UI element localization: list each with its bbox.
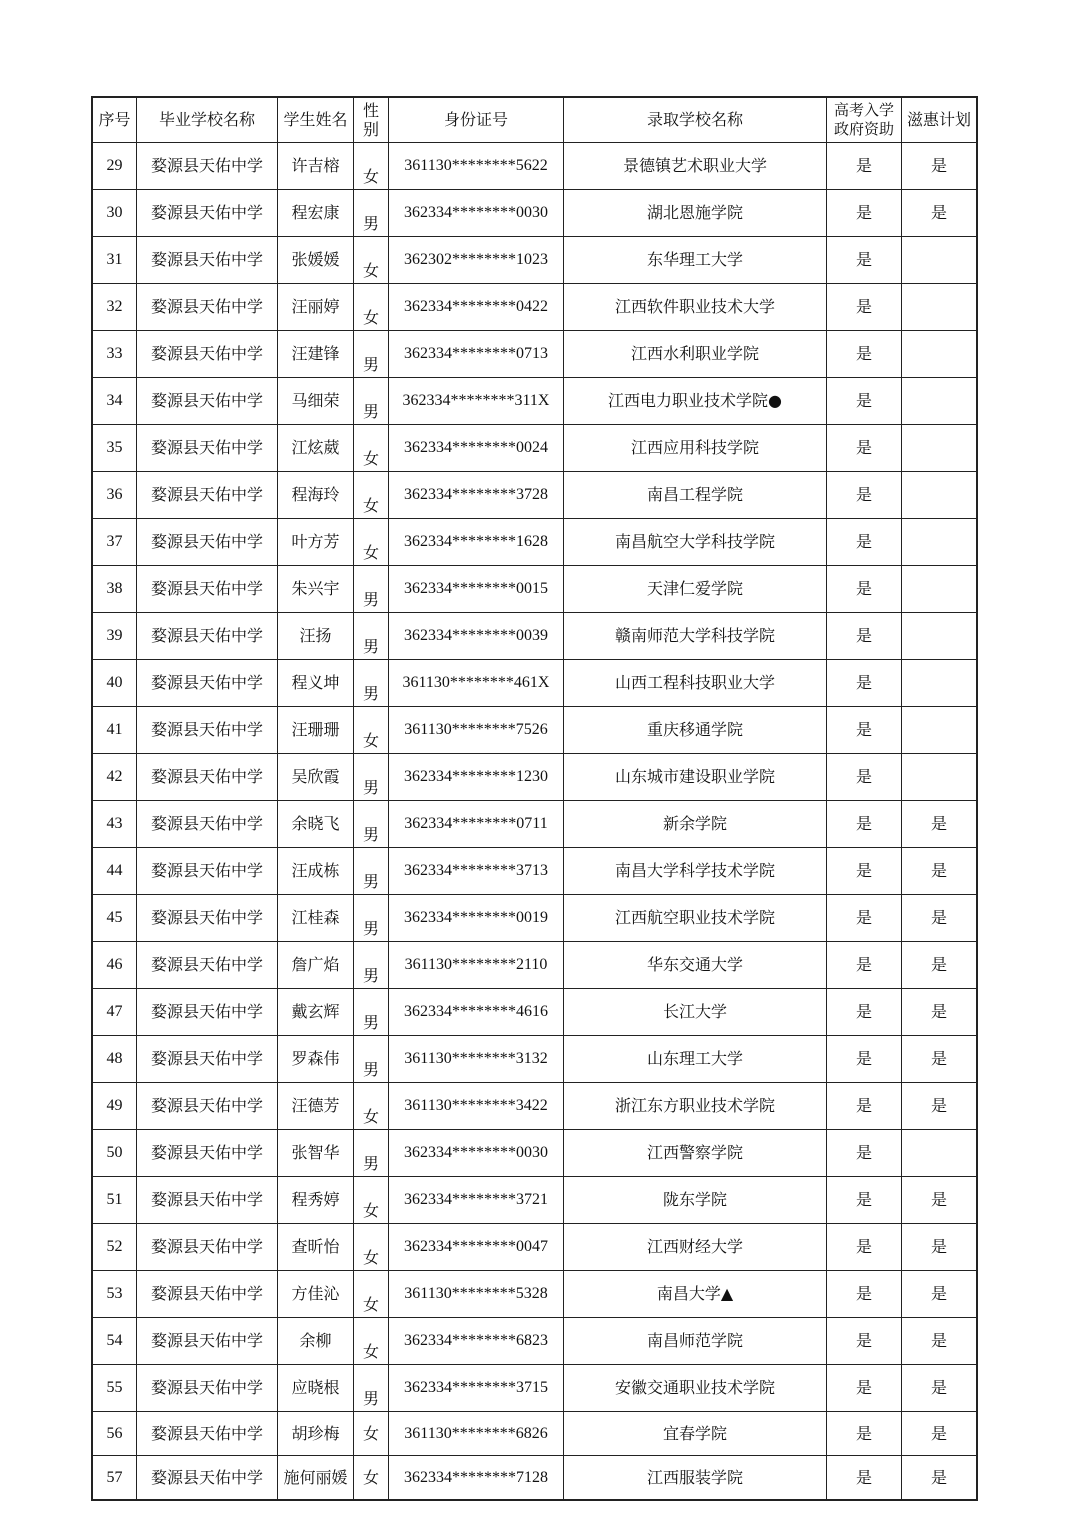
cell-id: 362334********0039: [389, 613, 564, 660]
cell-id: 362334********6823: [389, 1318, 564, 1365]
table-row: [93, 143, 977, 190]
cell-plan: [902, 519, 977, 566]
table-row: [93, 613, 977, 660]
cell-id: 362334********3728: [389, 472, 564, 519]
cell-plan: [902, 1130, 977, 1177]
cell-plan: [902, 237, 977, 284]
cell-school: 婺源县天佑中学: [137, 1365, 278, 1412]
cell-name: 詹广焰: [278, 942, 354, 989]
cell-seq: 47: [93, 989, 137, 1036]
header-aid-bottom: 政府资助: [833, 120, 894, 138]
cell-gender: 男: [354, 613, 389, 660]
cell-school: 婺源县天佑中学: [137, 472, 278, 519]
cell-aid: 是: [827, 707, 902, 754]
header-aid: [827, 98, 902, 143]
cell-seq: 32: [93, 284, 137, 331]
cell-name: 程秀婷: [278, 1177, 354, 1224]
cell-aid: 是: [827, 378, 902, 425]
cell-school: 婺源县天佑中学: [137, 1224, 278, 1271]
cell-school: 婺源县天佑中学: [137, 1456, 278, 1500]
cell-admit: 山东城市建设职业学院: [564, 754, 827, 801]
cell-plan: [902, 566, 977, 613]
cell-gender: 男: [354, 190, 389, 237]
cell-school: 婺源县天佑中学: [137, 1036, 278, 1083]
cell-school: 婺源县天佑中学: [137, 660, 278, 707]
cell-seq: 56: [93, 1412, 137, 1456]
table-row: [93, 566, 977, 613]
header-seq: 序号: [93, 98, 137, 143]
cell-seq: 43: [93, 801, 137, 848]
cell-gender: 女: [354, 472, 389, 519]
cell-school: 婺源县天佑中学: [137, 1177, 278, 1224]
table-row: [93, 472, 977, 519]
cell-aid: 是: [827, 848, 902, 895]
cell-plan: [902, 284, 977, 331]
cell-admit: 浙江东方职业技术学院: [564, 1083, 827, 1130]
cell-school: 婺源县天佑中学: [137, 707, 278, 754]
cell-admit: 新余学院: [564, 801, 827, 848]
cell-admit: 江西软件职业技术大学: [564, 284, 827, 331]
cell-seq: 35: [93, 425, 137, 472]
table-row: [93, 660, 977, 707]
cell-gender: 男: [354, 848, 389, 895]
table-row: [93, 848, 977, 895]
cell-seq: 33: [93, 331, 137, 378]
cell-id: 361130********461X: [389, 660, 564, 707]
cell-admit: 江西应用科技学院: [564, 425, 827, 472]
cell-school: 婺源县天佑中学: [137, 331, 278, 378]
table-row: [93, 1083, 977, 1130]
header-id: 身份证号: [389, 98, 564, 143]
cell-id: 362302********1023: [389, 237, 564, 284]
cell-school: 婺源县天佑中学: [137, 754, 278, 801]
cell-aid: 是: [827, 660, 902, 707]
cell-admit: 南昌大学▲: [564, 1271, 827, 1318]
cell-aid: 是: [827, 1083, 902, 1130]
cell-gender: 女: [354, 1177, 389, 1224]
cell-aid: 是: [827, 1271, 902, 1318]
cell-school: 婺源县天佑中学: [137, 613, 278, 660]
cell-plan: 是: [902, 1083, 977, 1130]
cell-aid: 是: [827, 237, 902, 284]
cell-aid: 是: [827, 1318, 902, 1365]
cell-name: 应晓根: [278, 1365, 354, 1412]
cell-admit: 南昌航空大学科技学院: [564, 519, 827, 566]
header-gender-bottom: 别: [362, 120, 379, 139]
cell-seq: 50: [93, 1130, 137, 1177]
cell-id: 361130********7526: [389, 707, 564, 754]
cell-plan: 是: [902, 1271, 977, 1318]
cell-name: 吴欣霞: [278, 754, 354, 801]
cell-plan: 是: [902, 848, 977, 895]
cell-aid: 是: [827, 1177, 902, 1224]
cell-seq: 29: [93, 143, 137, 190]
cell-id: 362334********1230: [389, 754, 564, 801]
cell-school: 婺源县天佑中学: [137, 1412, 278, 1456]
cell-seq: 48: [93, 1036, 137, 1083]
cell-admit: 赣南师范大学科技学院: [564, 613, 827, 660]
cell-aid: 是: [827, 942, 902, 989]
cell-id: 362334********0030: [389, 1130, 564, 1177]
cell-school: 婺源县天佑中学: [137, 801, 278, 848]
cell-aid: 是: [827, 1412, 902, 1456]
cell-aid: 是: [827, 425, 902, 472]
cell-name: 汪德芳: [278, 1083, 354, 1130]
cell-gender: 男: [354, 660, 389, 707]
cell-id: 361130********2110: [389, 942, 564, 989]
cell-name: 程海玲: [278, 472, 354, 519]
header-name: 学生姓名: [278, 98, 354, 143]
cell-gender: 女: [354, 284, 389, 331]
table-row: [93, 237, 977, 284]
cell-aid: 是: [827, 1365, 902, 1412]
cell-gender: 男: [354, 895, 389, 942]
cell-id: 361130********3422: [389, 1083, 564, 1130]
cell-aid: 是: [827, 190, 902, 237]
cell-gender: 女: [354, 707, 389, 754]
cell-school: 婺源县天佑中学: [137, 1318, 278, 1365]
cell-id: 362334********7128: [389, 1456, 564, 1500]
cell-id: 362334********4616: [389, 989, 564, 1036]
cell-seq: 39: [93, 613, 137, 660]
cell-gender: 女: [354, 1412, 389, 1456]
cell-school: 婺源县天佑中学: [137, 895, 278, 942]
cell-plan: 是: [902, 1036, 977, 1083]
cell-name: 戴玄辉: [278, 989, 354, 1036]
cell-admit: 南昌工程学院: [564, 472, 827, 519]
cell-gender: 女: [354, 1224, 389, 1271]
table-row: [93, 895, 977, 942]
cell-seq: 45: [93, 895, 137, 942]
cell-seq: 38: [93, 566, 137, 613]
header-admit: 录取学校名称: [564, 98, 827, 143]
cell-aid: 是: [827, 331, 902, 378]
cell-gender: 男: [354, 754, 389, 801]
cell-gender: 男: [354, 1130, 389, 1177]
cell-name: 汪珊珊: [278, 707, 354, 754]
cell-gender: 女: [354, 1318, 389, 1365]
cell-id: 361130********5328: [389, 1271, 564, 1318]
cell-gender: 女: [354, 237, 389, 284]
cell-name: 余柳: [278, 1318, 354, 1365]
cell-aid: 是: [827, 1036, 902, 1083]
cell-seq: 37: [93, 519, 137, 566]
cell-id: 362334********0713: [389, 331, 564, 378]
cell-gender: 男: [354, 1036, 389, 1083]
cell-school: 婺源县天佑中学: [137, 378, 278, 425]
cell-plan: 是: [902, 190, 977, 237]
cell-name: 施何丽媛: [278, 1456, 354, 1500]
cell-aid: 是: [827, 472, 902, 519]
cell-school: 婺源县天佑中学: [137, 942, 278, 989]
cell-id: 362334********0024: [389, 425, 564, 472]
cell-gender: 男: [354, 1365, 389, 1412]
cell-gender: 女: [354, 143, 389, 190]
table-row: [93, 1365, 977, 1412]
cell-gender: 女: [354, 1456, 389, 1500]
table-row: [93, 1036, 977, 1083]
cell-plan: 是: [902, 1365, 977, 1412]
cell-name: 胡珍梅: [278, 1412, 354, 1456]
cell-admit: 江西水利职业学院: [564, 331, 827, 378]
cell-plan: [902, 613, 977, 660]
cell-admit: 东华理工大学: [564, 237, 827, 284]
cell-seq: 55: [93, 1365, 137, 1412]
cell-id: 361130********6826: [389, 1412, 564, 1456]
cell-name: 汪扬: [278, 613, 354, 660]
cell-plan: 是: [902, 989, 977, 1036]
cell-admit: 天津仁爱学院: [564, 566, 827, 613]
cell-id: 362334********3715: [389, 1365, 564, 1412]
cell-gender: 女: [354, 1271, 389, 1318]
cell-admit: 江西警察学院: [564, 1130, 827, 1177]
cell-plan: [902, 378, 977, 425]
cell-seq: 40: [93, 660, 137, 707]
cell-name: 江桂森: [278, 895, 354, 942]
cell-plan: 是: [902, 1412, 977, 1456]
cell-plan: [902, 472, 977, 519]
table-row: [93, 942, 977, 989]
cell-gender: 男: [354, 378, 389, 425]
cell-id: 361130********5622: [389, 143, 564, 190]
header-plan: 滋惠计划: [902, 98, 977, 143]
cell-admit: 山东理工大学: [564, 1036, 827, 1083]
cell-name: 程宏康: [278, 190, 354, 237]
cell-admit: 陇东学院: [564, 1177, 827, 1224]
cell-admit: 长江大学: [564, 989, 827, 1036]
table-row: [93, 707, 977, 754]
table-row: [93, 1271, 977, 1318]
cell-id: 362334********0047: [389, 1224, 564, 1271]
cell-plan: 是: [902, 895, 977, 942]
cell-name: 汪建锋: [278, 331, 354, 378]
table-body: [93, 143, 977, 1500]
cell-aid: 是: [827, 284, 902, 331]
table-row: [93, 425, 977, 472]
cell-admit: 华东交通大学: [564, 942, 827, 989]
table-row: [93, 190, 977, 237]
cell-aid: 是: [827, 1456, 902, 1500]
cell-gender: 女: [354, 1083, 389, 1130]
cell-aid: 是: [827, 989, 902, 1036]
table-row: [93, 331, 977, 378]
cell-name: 叶方芳: [278, 519, 354, 566]
cell-name: 张媛媛: [278, 237, 354, 284]
cell-id: 361130********3132: [389, 1036, 564, 1083]
cell-name: 罗森伟: [278, 1036, 354, 1083]
student-aid-table: [92, 97, 977, 1500]
cell-gender: 男: [354, 566, 389, 613]
cell-seq: 54: [93, 1318, 137, 1365]
cell-id: 362334********3721: [389, 1177, 564, 1224]
cell-school: 婺源县天佑中学: [137, 1083, 278, 1130]
cell-name: 汪丽婷: [278, 284, 354, 331]
cell-seq: 57: [93, 1456, 137, 1500]
cell-aid: 是: [827, 1130, 902, 1177]
cell-id: 362334********1628: [389, 519, 564, 566]
cell-plan: 是: [902, 1318, 977, 1365]
cell-gender: 男: [354, 942, 389, 989]
cell-aid: 是: [827, 1224, 902, 1271]
cell-aid: 是: [827, 613, 902, 660]
cell-school: 婺源县天佑中学: [137, 284, 278, 331]
cell-admit: 江西财经大学: [564, 1224, 827, 1271]
cell-admit: 宜春学院: [564, 1412, 827, 1456]
cell-school: 婺源县天佑中学: [137, 1130, 278, 1177]
cell-school: 婺源县天佑中学: [137, 848, 278, 895]
cell-seq: 42: [93, 754, 137, 801]
table-row: [93, 519, 977, 566]
cell-admit: 江西服装学院: [564, 1456, 827, 1500]
cell-admit: 南昌师范学院: [564, 1318, 827, 1365]
table-row: [93, 378, 977, 425]
cell-id: 362334********3713: [389, 848, 564, 895]
cell-gender: 男: [354, 801, 389, 848]
cell-name: 方佳沁: [278, 1271, 354, 1318]
cell-gender: 男: [354, 989, 389, 1036]
cell-plan: 是: [902, 143, 977, 190]
cell-admit: 安徽交通职业技术学院: [564, 1365, 827, 1412]
cell-seq: 44: [93, 848, 137, 895]
cell-aid: 是: [827, 754, 902, 801]
cell-plan: [902, 707, 977, 754]
cell-seq: 52: [93, 1224, 137, 1271]
cell-plan: 是: [902, 942, 977, 989]
cell-id: 362334********0711: [389, 801, 564, 848]
table-row: [93, 284, 977, 331]
table-row: [93, 989, 977, 1036]
cell-plan: [902, 660, 977, 707]
cell-name: 江炫葳: [278, 425, 354, 472]
cell-plan: 是: [902, 1177, 977, 1224]
header-gender: [354, 98, 389, 143]
cell-seq: 46: [93, 942, 137, 989]
cell-plan: 是: [902, 1456, 977, 1500]
cell-id: 362334********0422: [389, 284, 564, 331]
cell-name: 余晓飞: [278, 801, 354, 848]
cell-admit: 重庆移通学院: [564, 707, 827, 754]
cell-plan: [902, 331, 977, 378]
cell-id: 362334********311X: [389, 378, 564, 425]
cell-admit: 景德镇艺术职业大学: [564, 143, 827, 190]
cell-name: 查昕怡: [278, 1224, 354, 1271]
table-row: [93, 1224, 977, 1271]
header-school: 毕业学校名称: [137, 98, 278, 143]
table-row: [93, 754, 977, 801]
header-row: [93, 98, 977, 143]
cell-aid: 是: [827, 895, 902, 942]
cell-name: 马细荣: [278, 378, 354, 425]
cell-admit: 南昌大学科学技术学院: [564, 848, 827, 895]
cell-name: 张智华: [278, 1130, 354, 1177]
cell-gender: 女: [354, 425, 389, 472]
cell-aid: 是: [827, 566, 902, 613]
cell-school: 婺源县天佑中学: [137, 1271, 278, 1318]
cell-name: 朱兴宇: [278, 566, 354, 613]
table-row: [93, 1130, 977, 1177]
cell-seq: 30: [93, 190, 137, 237]
cell-school: 婺源县天佑中学: [137, 519, 278, 566]
header-aid-top: 高考入学: [833, 101, 894, 119]
cell-gender: 女: [354, 519, 389, 566]
cell-seq: 34: [93, 378, 137, 425]
cell-school: 婺源县天佑中学: [137, 425, 278, 472]
cell-seq: 36: [93, 472, 137, 519]
cell-id: 362334********0030: [389, 190, 564, 237]
cell-name: 程义坤: [278, 660, 354, 707]
cell-aid: 是: [827, 519, 902, 566]
cell-aid: 是: [827, 143, 902, 190]
cell-aid: 是: [827, 801, 902, 848]
cell-plan: [902, 425, 977, 472]
cell-school: 婺源县天佑中学: [137, 566, 278, 613]
table-row: [93, 1177, 977, 1224]
cell-id: 362334********0019: [389, 895, 564, 942]
cell-name: 许吉榕: [278, 143, 354, 190]
table-row: [93, 1318, 977, 1365]
cell-seq: 31: [93, 237, 137, 284]
cell-school: 婺源县天佑中学: [137, 237, 278, 284]
cell-admit: 山西工程科技职业大学: [564, 660, 827, 707]
cell-gender: 男: [354, 331, 389, 378]
cell-school: 婺源县天佑中学: [137, 190, 278, 237]
cell-name: 汪成栋: [278, 848, 354, 895]
cell-admit: 江西电力职业技术学院●: [564, 378, 827, 425]
cell-plan: [902, 754, 977, 801]
table-row: [93, 801, 977, 848]
cell-id: 362334********0015: [389, 566, 564, 613]
cell-plan: 是: [902, 1224, 977, 1271]
cell-admit: 江西航空职业技术学院: [564, 895, 827, 942]
cell-seq: 53: [93, 1271, 137, 1318]
table-row: [93, 1412, 977, 1456]
cell-seq: 41: [93, 707, 137, 754]
header-gender-top: 性: [362, 101, 379, 120]
cell-school: 婺源县天佑中学: [137, 143, 278, 190]
cell-seq: 51: [93, 1177, 137, 1224]
cell-seq: 49: [93, 1083, 137, 1130]
cell-admit: 湖北恩施学院: [564, 190, 827, 237]
table-row: [93, 1456, 977, 1500]
cell-plan: 是: [902, 801, 977, 848]
cell-school: 婺源县天佑中学: [137, 989, 278, 1036]
